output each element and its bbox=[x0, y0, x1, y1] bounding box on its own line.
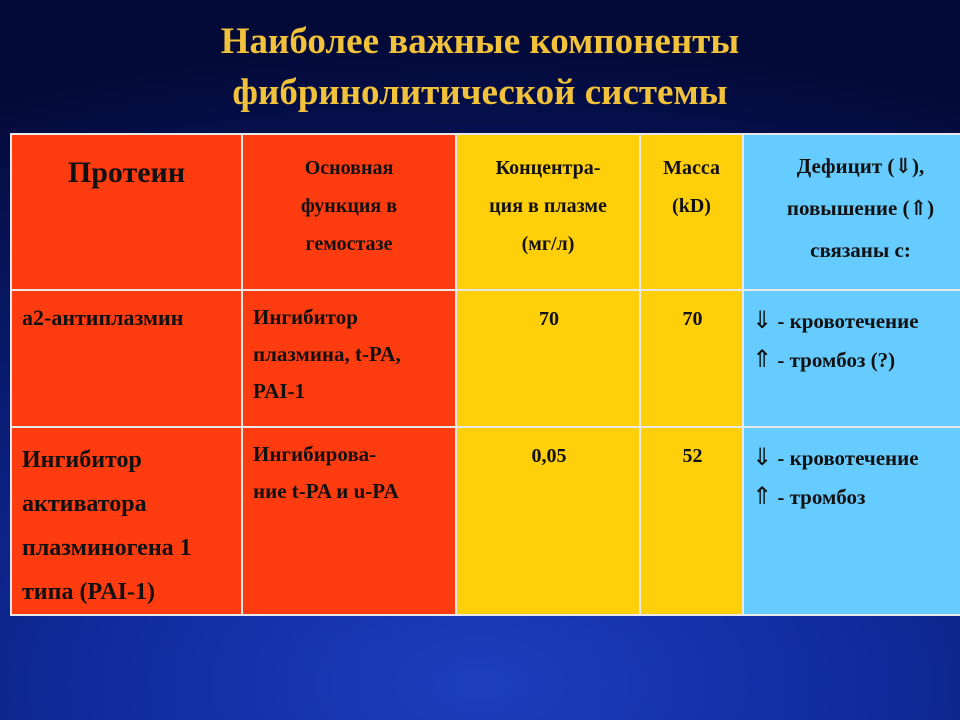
header-concentration-line: (мг/л) bbox=[521, 233, 575, 255]
cell-mass bbox=[640, 427, 743, 615]
header-mass-line: (kD) bbox=[672, 195, 711, 217]
header-effects-line: повышение (⇑) bbox=[786, 196, 935, 220]
header-effects bbox=[743, 134, 960, 290]
protein-name-line: плазминогена 1 bbox=[22, 535, 192, 561]
table-row bbox=[11, 427, 960, 615]
header-protein-label: Протеин bbox=[67, 156, 186, 189]
protein-name-line: активатора bbox=[22, 491, 147, 517]
header-function-line: Основная bbox=[304, 157, 394, 179]
effect-text: - тромбоз (?) bbox=[772, 348, 896, 372]
effect-text: - кровотечение bbox=[772, 309, 919, 333]
header-function bbox=[242, 134, 456, 290]
mass-value: 52 bbox=[682, 445, 703, 467]
cell-function bbox=[242, 427, 456, 615]
header-protein bbox=[11, 134, 242, 290]
cell-mass bbox=[640, 290, 743, 427]
slide-title bbox=[0, 16, 960, 118]
header-function-line: гемостазе bbox=[305, 233, 393, 255]
function-line: плазмина, t-PA, bbox=[253, 342, 401, 366]
protein-name: a2-антиплазмин bbox=[22, 305, 184, 330]
protein-name-line: типа (PAI-1) bbox=[22, 579, 155, 605]
fibrinolytic-components-table bbox=[10, 133, 960, 616]
cell-concentration bbox=[456, 427, 640, 615]
cell-protein bbox=[11, 427, 242, 615]
concentration-value: 70 bbox=[539, 308, 559, 330]
arrow-down-icon: ⇓ bbox=[752, 443, 773, 471]
function-line: Ингибирова- bbox=[253, 442, 377, 466]
header-function-line: функция в bbox=[300, 195, 398, 217]
cell-effects bbox=[743, 290, 960, 427]
function-line: Ингибитор bbox=[253, 305, 358, 329]
table-row bbox=[11, 290, 960, 427]
header-concentration-line: Концентра- bbox=[495, 157, 601, 179]
title-line-1: Наиболее важные компоненты bbox=[220, 21, 740, 62]
header-concentration bbox=[456, 134, 640, 290]
header-mass bbox=[640, 134, 743, 290]
effect-excess bbox=[752, 340, 960, 379]
cell-function bbox=[242, 290, 456, 427]
arrow-up-icon: ⇑ bbox=[752, 482, 773, 510]
effect-excess bbox=[752, 477, 960, 516]
effect-text: - кровотечение bbox=[772, 446, 919, 470]
arrow-down-icon: ⇓ bbox=[752, 306, 773, 334]
function-line: ние t-PA и u-PA bbox=[253, 479, 399, 503]
header-effects-line: связаны с: bbox=[810, 238, 911, 262]
arrow-up-icon: ⇑ bbox=[752, 345, 773, 373]
effect-deficit bbox=[752, 438, 960, 477]
protein-name-line: Ингибитор bbox=[22, 447, 142, 473]
effect-deficit bbox=[752, 301, 960, 340]
function-line: PAI-1 bbox=[253, 379, 306, 403]
effect-text: - тромбоз bbox=[772, 485, 866, 509]
cell-protein bbox=[11, 290, 242, 427]
mass-value: 70 bbox=[682, 308, 703, 330]
header-concentration-line: ция в плазме bbox=[489, 195, 607, 217]
cell-concentration bbox=[456, 290, 640, 427]
title-line-2: фибринолитической системы bbox=[232, 72, 728, 113]
concentration-value: 0,05 bbox=[531, 445, 567, 467]
cell-effects bbox=[743, 427, 960, 615]
table-header-row bbox=[11, 134, 960, 290]
header-effects-line: Дефицит (⇓), bbox=[796, 154, 925, 178]
header-mass-line: Масса bbox=[663, 157, 720, 179]
